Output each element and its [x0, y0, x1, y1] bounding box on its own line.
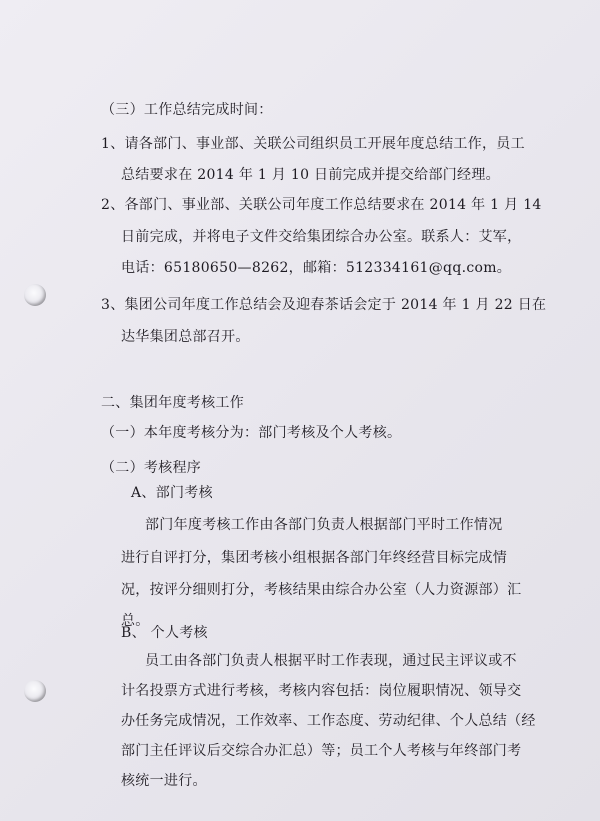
section-3-heading: （三）工作总结完成时间：: [101, 102, 273, 118]
dept-assessment-line-4: 总。: [121, 613, 150, 629]
item-1-line-1: 1、请各部门、事业部、关联公司组织员工开展年度总结工作，员工: [101, 136, 525, 152]
item-2-line-3: 电话：65180650—8262，邮箱：512334161@qq.com。: [121, 260, 512, 276]
personal-assessment-line-1: 员工由各部门负责人根据平时工作表现，通过民主评议或不: [145, 653, 517, 669]
personal-assessment-line-2: 计名投票方式进行考核，考核内容包括：岗位履职情况、领导交: [121, 683, 522, 699]
personal-assessment-line-3: 办任务完成情况，工作效率、工作态度、劳动纪律、个人总结（经: [121, 713, 536, 729]
item-2-line-2: 日前完成，并将电子文件交给集团综合办公室。联系人：艾军，: [121, 229, 522, 245]
personal-assessment-line-4: 部门主任评议后交综合办汇总）等；员工个人考核与年终部门考: [121, 743, 522, 759]
personal-assessment-title: B、 个人考核: [121, 625, 208, 641]
item-3-line-1: 3、集团公司年度工作总结会及迎春茶话会定于 2014 年 1 月 22 日在: [101, 297, 547, 313]
item-3-line-2: 达华集团总部召开。: [121, 329, 250, 345]
dept-assessment-line-2: 进行自评打分，集团考核小组根据各部门年终经营目标完成情: [121, 550, 508, 566]
dept-assessment-line-1: 部门年度考核工作由各部门负责人根据部门平时工作情况: [145, 517, 503, 533]
part-2-sub-2: （二）考核程序: [101, 460, 202, 476]
part-2-sub-1: （一）本年度考核分为：部门考核及个人考核。: [101, 425, 402, 441]
part-2-heading: 二、集团年度考核工作: [101, 395, 244, 411]
personal-assessment-line-5: 核统一进行。: [121, 773, 207, 789]
dept-assessment-line-3: 况，按评分细则打分，考核结果由综合办公室（人力资源部）汇: [121, 582, 522, 598]
item-2-line-1: 2、各部门、事业部、关联公司年度工作总结要求在 2014 年 1 月 14: [101, 197, 542, 213]
punch-hole: [24, 284, 46, 306]
punch-hole: [24, 680, 46, 702]
dept-assessment-title: A、部门考核: [131, 485, 213, 501]
item-1-line-2: 总结要求在 2014 年 1 月 10 日前完成并提交给部门经理。: [121, 167, 500, 183]
